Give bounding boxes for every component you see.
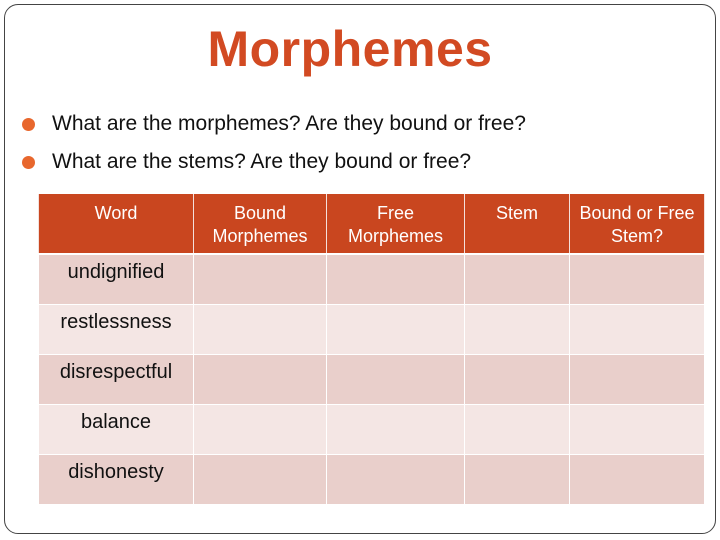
header-free-morphemes: Free Morphemes: [327, 194, 465, 254]
stem-cell[interactable]: [465, 304, 570, 354]
free-morphemes-cell[interactable]: [327, 404, 465, 454]
table-row: [39, 454, 705, 504]
bound-or-free-stem-cell[interactable]: [570, 404, 705, 454]
header-word: Word: [39, 194, 194, 254]
bound-or-free-stem-cell[interactable]: [570, 354, 705, 404]
bullet-text: What are the morphemes? Are they bound or free?: [52, 112, 526, 135]
bound-morphemes-cell[interactable]: [194, 304, 327, 354]
word-cell: undignified: [39, 254, 194, 304]
table-row: [39, 404, 705, 454]
bound-or-free-stem-cell[interactable]: [570, 254, 705, 304]
bullet-dot-icon: [22, 118, 35, 131]
bound-or-free-stem-cell[interactable]: [570, 454, 705, 504]
table-row: [39, 304, 705, 354]
stem-cell[interactable]: [465, 404, 570, 454]
bound-morphemes-cell[interactable]: [194, 354, 327, 404]
free-morphemes-cell[interactable]: [327, 354, 465, 404]
stem-cell[interactable]: [465, 454, 570, 504]
bullet-dot-icon: [22, 156, 35, 169]
morpheme-table: [38, 194, 705, 505]
stem-cell[interactable]: [465, 254, 570, 304]
bullet-item: [22, 146, 702, 184]
table-row: [39, 354, 705, 404]
bound-morphemes-cell[interactable]: [194, 254, 327, 304]
bullet-list: [22, 108, 702, 184]
word-cell: balance: [39, 404, 194, 454]
bullet-item: [22, 108, 702, 146]
word-cell: disrespectful: [39, 354, 194, 404]
bound-or-free-stem-cell[interactable]: [570, 304, 705, 354]
header-bound-morphemes: Bound Morphemes: [194, 194, 327, 254]
free-morphemes-cell[interactable]: [327, 304, 465, 354]
stem-cell[interactable]: [465, 354, 570, 404]
bullet-text: What are the stems? Are they bound or free?: [52, 150, 472, 173]
slide-title: Morphemes: [207, 21, 493, 77]
header-stem: Stem: [465, 194, 570, 254]
free-morphemes-cell[interactable]: [327, 254, 465, 304]
word-cell: dishonesty: [39, 454, 194, 504]
word-cell: restlessness: [39, 304, 194, 354]
bound-morphemes-cell[interactable]: [194, 404, 327, 454]
free-morphemes-cell[interactable]: [327, 454, 465, 504]
header-bound-or-free-stem: Bound or Free Stem?: [570, 194, 705, 254]
bound-morphemes-cell[interactable]: [194, 454, 327, 504]
table-row: [39, 254, 705, 304]
table-header-row: [39, 194, 705, 254]
